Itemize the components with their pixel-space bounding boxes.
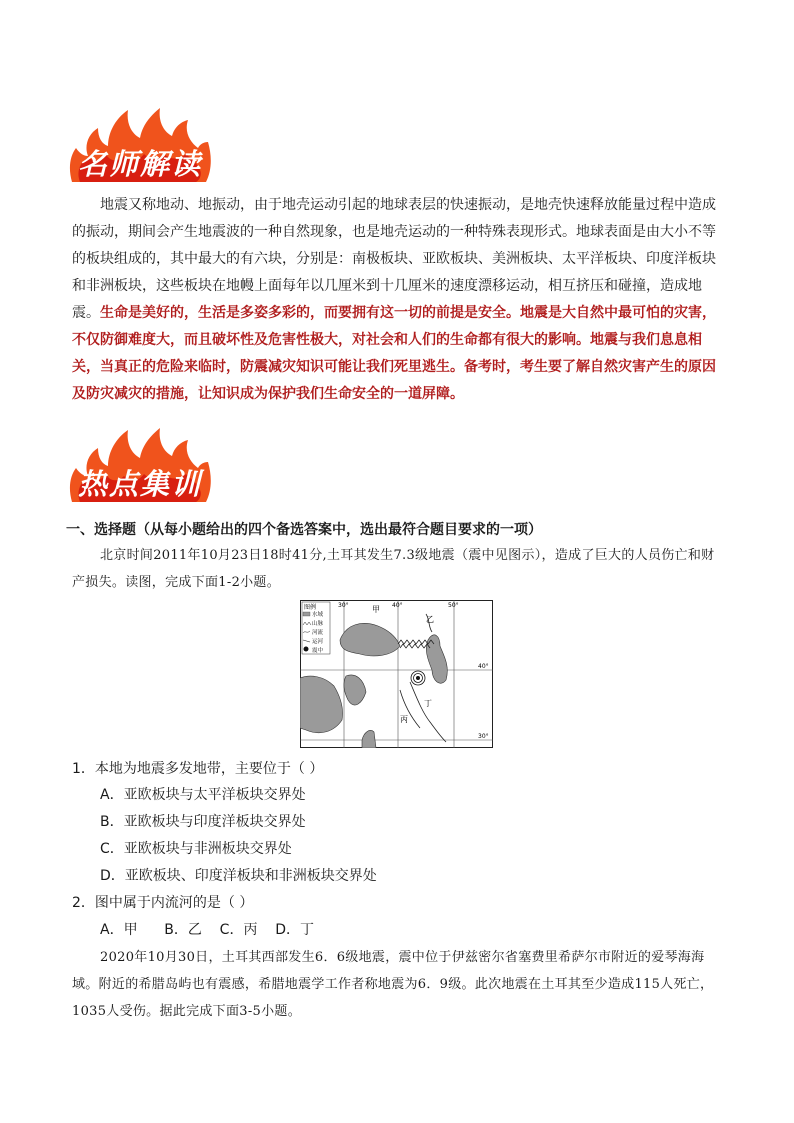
- legend-title: 图例: [304, 604, 317, 611]
- legend-item-water: 水域: [312, 612, 324, 618]
- place-label-yi: 乙: [426, 615, 434, 624]
- reading-paragraph-1: 地震又称地动、地振动，由于地壳运动引起的地球表层的快速振动，是地壳快速释放能量过程中造成的振动，期间会产生地震波的一种自然现象，也是地壳运动的一种特殊表现形式。地球表面是由大小不等的板块组成的，其中最大的有六块，分别是：南极板块、亚欧板块、美洲板块、太平洋板块、印度洋板块和非洲板块，这些板块在地幔上面每年以几厘米到十几厘米的速度漂移运动，相互挤压和碰撞，造成地震。: [72, 197, 716, 321]
- question-intro-1: 北京时间2011年10月23日18时41分,土耳其发生7.3级地震（震中见图示），造成了巨大的人员伤亡和财产损失。读图，完成下面1-2小题。: [72, 548, 715, 590]
- question-1-stem: 1．本地为地震多发地带，主要位于（ ）: [72, 761, 324, 777]
- lat-label-30: 30°: [478, 733, 489, 740]
- question-2-options[interactable]: A．甲 B．乙 C．丙 D．丁: [100, 922, 315, 938]
- legend-item-mountain: 山脉: [312, 621, 324, 627]
- badge-label: 热点集训: [77, 467, 202, 501]
- badge-label: 名师解读: [77, 147, 202, 181]
- legend-item-epicenter: 震中: [312, 648, 324, 654]
- question-1-option-b[interactable]: B．亚欧板块与印度洋板块交界处: [100, 814, 306, 830]
- lon-label-30: 30°: [338, 602, 349, 609]
- lat-label-40: 40°: [478, 663, 489, 670]
- earthquake-map: [300, 600, 493, 748]
- place-label-ding: 丁: [424, 699, 432, 708]
- place-label-bing: 丙: [400, 715, 408, 724]
- question-intro-2: 2020年10月30日，土耳其西部发生6．6级地震，震中位于伊兹密尔省塞费里希萨尔市附近的爱琴海海域。附近的希腊岛屿也有震感，希腊地震学工作者称地震为6．9级。此次地震在土耳其至少造成115人死亡，1035人受伤。据此完成下面3-5小题。: [72, 950, 714, 1019]
- question-1-option-d[interactable]: D．亚欧板块、印度洋板块和非洲板块交界处: [100, 868, 377, 884]
- section-title: 一、选择题（从每小题给出的四个备选答案中，选出最符合题目要求的一项）: [66, 522, 542, 538]
- question-1-option-c[interactable]: C．亚欧板块与非洲板块交界处: [100, 841, 292, 857]
- place-label-jia: 甲: [372, 605, 380, 614]
- question-1-option-a[interactable]: A．亚欧板块与太平洋板块交界处: [100, 787, 306, 803]
- section-badge-teacher-reading: [66, 98, 214, 188]
- reading-paragraph-2: 生命是美好的，生活是多姿多彩的，而要拥有这一切的前提是安全。地震是大自然中最可怕的灾害，不仅防御难度大，而且破坏性及危害性极大，对社会和人们的生命都有很大的影响。地震与我们息息相关，当真正的危险来临时，防震减灾知识可能让我们死里逃生。备考时，考生要了解自然灾害产生的原因及防灾减灾的措施，让知识成为保护我们生命安全的一道屏障。: [72, 305, 716, 402]
- question-2-stem: 2．图中属于内流河的是（ ）: [72, 895, 254, 911]
- lon-label-40: 40°: [392, 602, 403, 609]
- legend-item-canal: 运河: [312, 639, 324, 645]
- section-badge-hot-training: [66, 418, 214, 508]
- legend-item-river: 河流: [312, 630, 324, 636]
- lon-label-50: 50°: [448, 602, 459, 609]
